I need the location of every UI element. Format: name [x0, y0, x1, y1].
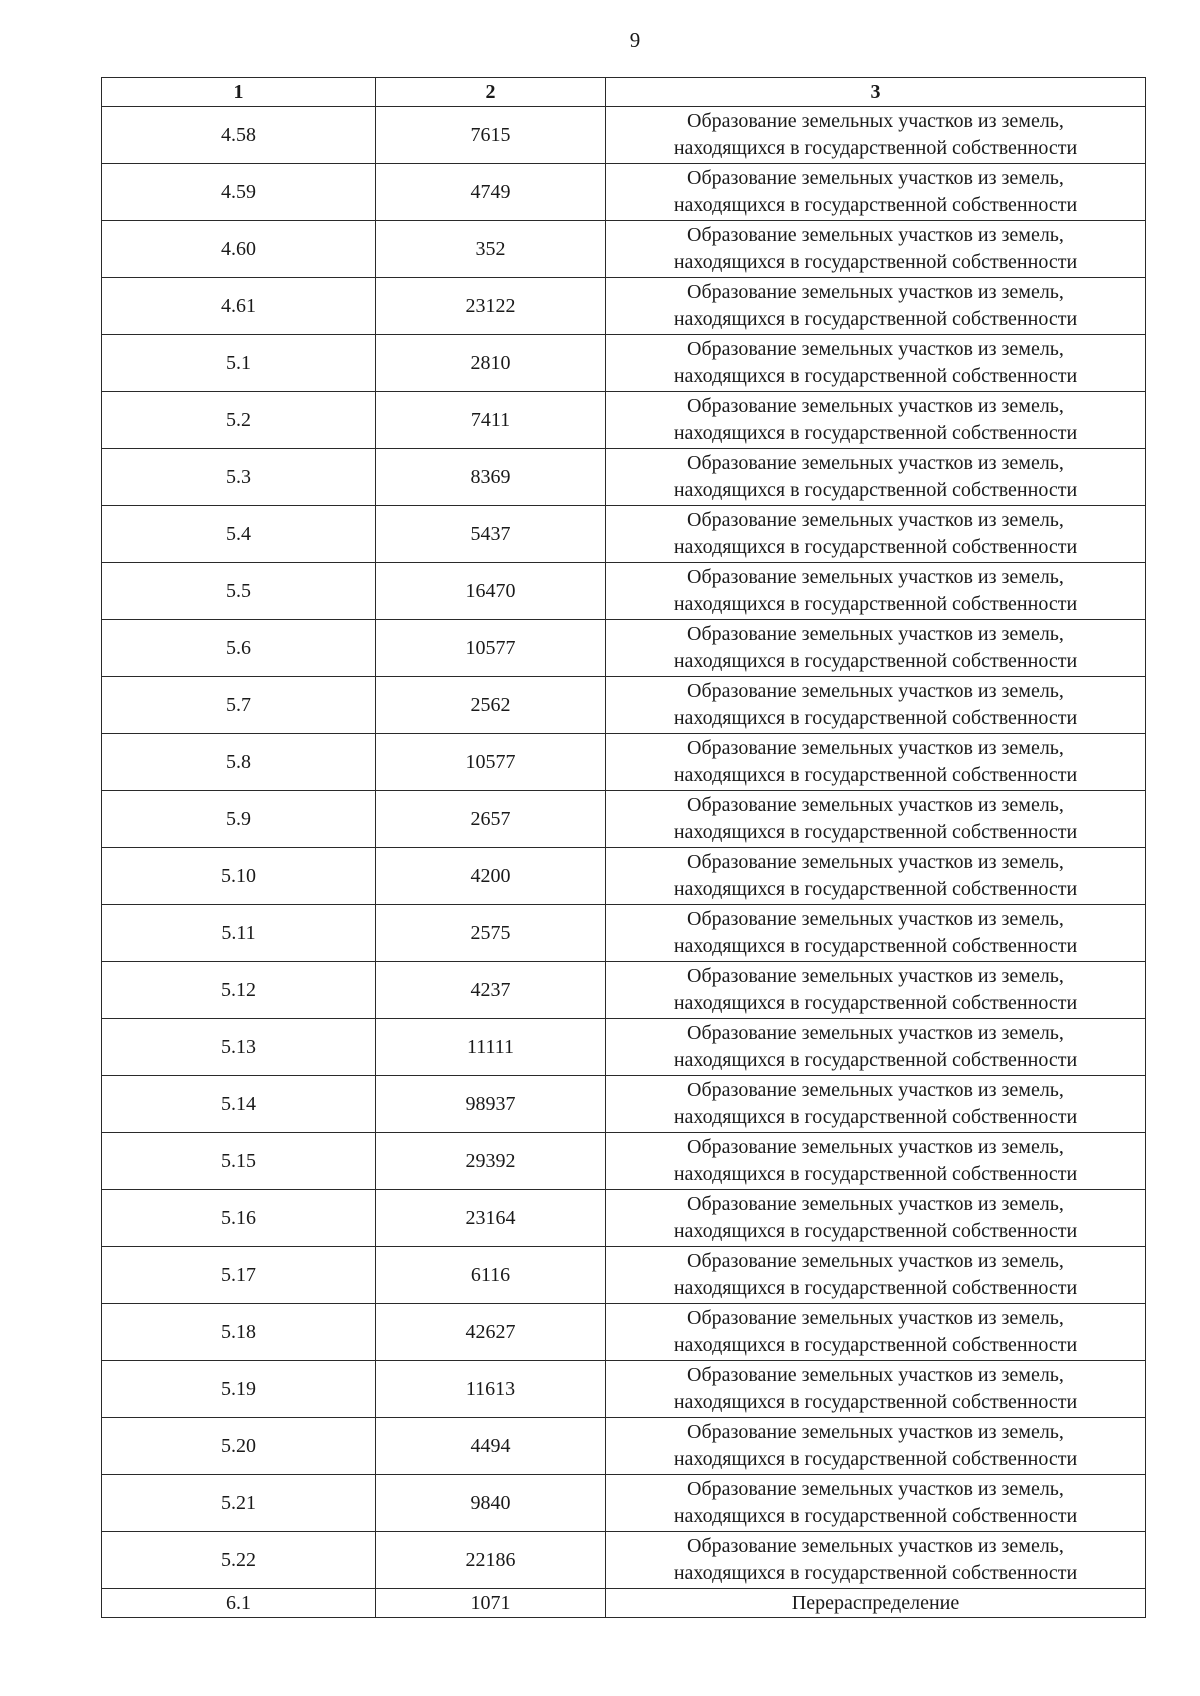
row-number-cell: 5.22	[102, 1532, 376, 1589]
row-number-cell: 5.10	[102, 848, 376, 905]
table-row	[102, 278, 1146, 335]
table-row	[102, 734, 1146, 791]
row-number-cell: 5.14	[102, 1076, 376, 1133]
table-row	[102, 1361, 1146, 1418]
description-line-1: Образование земельных участков из земель,	[687, 794, 1064, 816]
row-number-cell: 5.9	[102, 791, 376, 848]
description-line-1: Образование земельных участков из земель,	[687, 680, 1064, 702]
description-cell	[606, 734, 1146, 791]
description-line-1: Образование земельных участков из земель,	[687, 1193, 1064, 1215]
description-line-2: находящихся в государственной собственности	[673, 593, 1078, 615]
description-line-2: находящихся в государственной собственности	[673, 878, 1078, 900]
row-number-cell: 4.58	[102, 107, 376, 164]
row-number-cell: 5.2	[102, 392, 376, 449]
description-cell	[606, 848, 1146, 905]
area-cell: 11613	[376, 1361, 606, 1418]
table-row	[102, 1418, 1146, 1475]
description-line-2: находящихся в государственной собственности	[673, 194, 1078, 216]
description-line-1: Образование земельных участков из земель,	[687, 338, 1064, 360]
table-row	[102, 1190, 1146, 1247]
area-cell: 4494	[376, 1418, 606, 1475]
row-number-cell: 5.13	[102, 1019, 376, 1076]
row-number-cell: 5.4	[102, 506, 376, 563]
area-cell: 11111	[376, 1019, 606, 1076]
area-cell: 7615	[376, 107, 606, 164]
table-row	[102, 1589, 1146, 1618]
row-number-cell: 5.7	[102, 677, 376, 734]
row-number-cell: 5.17	[102, 1247, 376, 1304]
row-number-cell: 5.20	[102, 1418, 376, 1475]
description-line-2: находящихся в государственной собственности	[673, 935, 1078, 957]
description-line-1: Образование земельных участков из земель,	[687, 281, 1064, 303]
description-line-2: находящихся в государственной собственности	[673, 1391, 1078, 1413]
description-line-2: находящихся в государственной собственности	[673, 764, 1078, 786]
column-header-3: 3	[606, 78, 1146, 107]
description-cell	[606, 620, 1146, 677]
description-cell	[606, 791, 1146, 848]
description-line-1: Образование земельных участков из земель,	[687, 1535, 1064, 1557]
table-row	[102, 905, 1146, 962]
description-cell	[606, 1019, 1146, 1076]
description-line-2: находящихся в государственной собственности	[673, 137, 1078, 159]
area-cell: 10577	[376, 620, 606, 677]
column-header-1: 1	[102, 78, 376, 107]
table-row	[102, 392, 1146, 449]
description-line-1: Образование земельных участков из земель,	[687, 908, 1064, 930]
row-number-cell: 5.11	[102, 905, 376, 962]
description-line-2: находящихся в государственной собственности	[673, 479, 1078, 501]
row-number-cell: 5.8	[102, 734, 376, 791]
row-number-cell: 5.18	[102, 1304, 376, 1361]
description-cell	[606, 1304, 1146, 1361]
description-line-2: находящихся в государственной собственности	[673, 1163, 1078, 1185]
description-line-2: находящихся в государственной собственности	[673, 1220, 1078, 1242]
description-cell	[606, 221, 1146, 278]
description-line-1: Образование земельных участков из земель,	[687, 167, 1064, 189]
area-cell: 10577	[376, 734, 606, 791]
description-cell	[606, 1076, 1146, 1133]
area-cell: 4237	[376, 962, 606, 1019]
description-line-1: Образование земельных участков из земель,	[687, 1022, 1064, 1044]
table-row	[102, 506, 1146, 563]
area-cell: 6116	[376, 1247, 606, 1304]
description-line-2: находящихся в государственной собственности	[673, 821, 1078, 843]
area-cell: 16470	[376, 563, 606, 620]
description-line-1: Образование земельных участков из земель,	[687, 1421, 1064, 1443]
description-line-2: находящихся в государственной собственности	[673, 650, 1078, 672]
description-line-2: находящихся в государственной собственности	[673, 308, 1078, 330]
description-line-2: находящихся в государственной собственности	[673, 1106, 1078, 1128]
area-cell: 4200	[376, 848, 606, 905]
description-cell	[606, 335, 1146, 392]
row-number-cell: 4.60	[102, 221, 376, 278]
description-cell	[606, 449, 1146, 506]
area-cell: 352	[376, 221, 606, 278]
description-cell	[606, 1190, 1146, 1247]
row-number-cell: 4.59	[102, 164, 376, 221]
description-line-1: Образование земельных участков из земель,	[687, 110, 1064, 132]
table-row	[102, 563, 1146, 620]
description-cell	[606, 905, 1146, 962]
description-line-2: находящихся в государственной собственности	[673, 707, 1078, 729]
row-number-cell: 4.61	[102, 278, 376, 335]
row-number-cell: 6.1	[102, 1589, 376, 1618]
area-cell: 9840	[376, 1475, 606, 1532]
area-cell: 2562	[376, 677, 606, 734]
row-number-cell: 5.1	[102, 335, 376, 392]
row-number-cell: 5.21	[102, 1475, 376, 1532]
area-cell: 98937	[376, 1076, 606, 1133]
table-header-row	[102, 78, 1146, 107]
description-line-2: находящихся в государственной собственности	[673, 251, 1078, 273]
column-header-2: 2	[376, 78, 606, 107]
land-plots-table	[101, 77, 1146, 1618]
description-line-2: находящихся в государственной собственности	[673, 1562, 1078, 1584]
description-line-1: Образование земельных участков из земель,	[687, 623, 1064, 645]
description-line-2: находящихся в государственной собственности	[673, 422, 1078, 444]
description-line-1: Образование земельных участков из земель,	[687, 452, 1064, 474]
description-line-2: находящихся в государственной собственности	[673, 1505, 1078, 1527]
area-cell: 1071	[376, 1589, 606, 1618]
table-row	[102, 164, 1146, 221]
row-number-cell: 5.19	[102, 1361, 376, 1418]
table-row	[102, 1475, 1146, 1532]
area-cell: 23164	[376, 1190, 606, 1247]
row-number-cell: 5.5	[102, 563, 376, 620]
row-number-cell: 5.15	[102, 1133, 376, 1190]
description-line-1: Образование земельных участков из земель,	[687, 1136, 1064, 1158]
table-row	[102, 1076, 1146, 1133]
description-line-1: Образование земельных участков из земель,	[687, 851, 1064, 873]
description-cell	[606, 392, 1146, 449]
description-line-1: Образование земельных участков из земель,	[687, 1364, 1064, 1386]
table-row	[102, 1133, 1146, 1190]
area-cell: 2575	[376, 905, 606, 962]
page-number: 9	[629, 28, 641, 52]
description-cell	[606, 506, 1146, 563]
description-line-2: находящихся в государственной собственности	[673, 365, 1078, 387]
row-number-cell: 5.16	[102, 1190, 376, 1247]
description-cell	[606, 278, 1146, 335]
area-cell: 7411	[376, 392, 606, 449]
description-line-1: Образование земельных участков из земель,	[687, 1079, 1064, 1101]
area-cell: 23122	[376, 278, 606, 335]
row-number-cell: 5.12	[102, 962, 376, 1019]
description-line-1: Образование земельных участков из земель,	[687, 1307, 1064, 1329]
table-row	[102, 1532, 1146, 1589]
table-row	[102, 677, 1146, 734]
row-number-cell: 5.6	[102, 620, 376, 677]
description-line-1: Образование земельных участков из земель,	[687, 566, 1064, 588]
area-cell: 29392	[376, 1133, 606, 1190]
table-row	[102, 449, 1146, 506]
description-line-1: Образование земельных участков из земель,	[687, 395, 1064, 417]
table-row	[102, 1247, 1146, 1304]
table-body	[102, 107, 1146, 1618]
description-line-1: Образование земельных участков из земель,	[687, 509, 1064, 531]
description-line-1: Перераспределение	[791, 1591, 960, 1614]
area-cell: 5437	[376, 506, 606, 563]
description-line-1: Образование земельных участков из земель,	[687, 1250, 1064, 1272]
description-cell	[606, 677, 1146, 734]
area-cell: 2810	[376, 335, 606, 392]
description-cell	[606, 1532, 1146, 1589]
description-cell	[606, 1361, 1146, 1418]
description-cell	[606, 1418, 1146, 1475]
table-row	[102, 221, 1146, 278]
area-cell: 42627	[376, 1304, 606, 1361]
row-number-cell: 5.3	[102, 449, 376, 506]
description-cell	[606, 164, 1146, 221]
description-cell	[606, 1475, 1146, 1532]
area-cell: 2657	[376, 791, 606, 848]
description-line-2: находящихся в государственной собственности	[673, 1277, 1078, 1299]
description-line-2: находящихся в государственной собственности	[673, 1448, 1078, 1470]
description-cell	[606, 1247, 1146, 1304]
table-row	[102, 620, 1146, 677]
description-line-2: находящихся в государственной собственности	[673, 536, 1078, 558]
description-line-2: находящихся в государственной собственности	[673, 992, 1078, 1014]
table-row	[102, 962, 1146, 1019]
table-row	[102, 1019, 1146, 1076]
description-line-1: Образование земельных участков из земель,	[687, 965, 1064, 987]
table-row	[102, 848, 1146, 905]
description-cell	[606, 107, 1146, 164]
description-cell	[606, 962, 1146, 1019]
description-cell	[606, 1589, 1146, 1618]
area-cell: 8369	[376, 449, 606, 506]
description-cell	[606, 563, 1146, 620]
area-cell: 4749	[376, 164, 606, 221]
description-cell	[606, 1133, 1146, 1190]
description-line-2: находящихся в государственной собственности	[673, 1334, 1078, 1356]
table-row	[102, 1304, 1146, 1361]
table-row	[102, 791, 1146, 848]
description-line-1: Образование земельных участков из земель,	[687, 737, 1064, 759]
description-line-1: Образование земельных участков из земель,	[687, 224, 1064, 246]
area-cell: 22186	[376, 1532, 606, 1589]
description-line-2: находящихся в государственной собственности	[673, 1049, 1078, 1071]
table-row	[102, 335, 1146, 392]
description-line-1: Образование земельных участков из земель,	[687, 1478, 1064, 1500]
table-row	[102, 107, 1146, 164]
